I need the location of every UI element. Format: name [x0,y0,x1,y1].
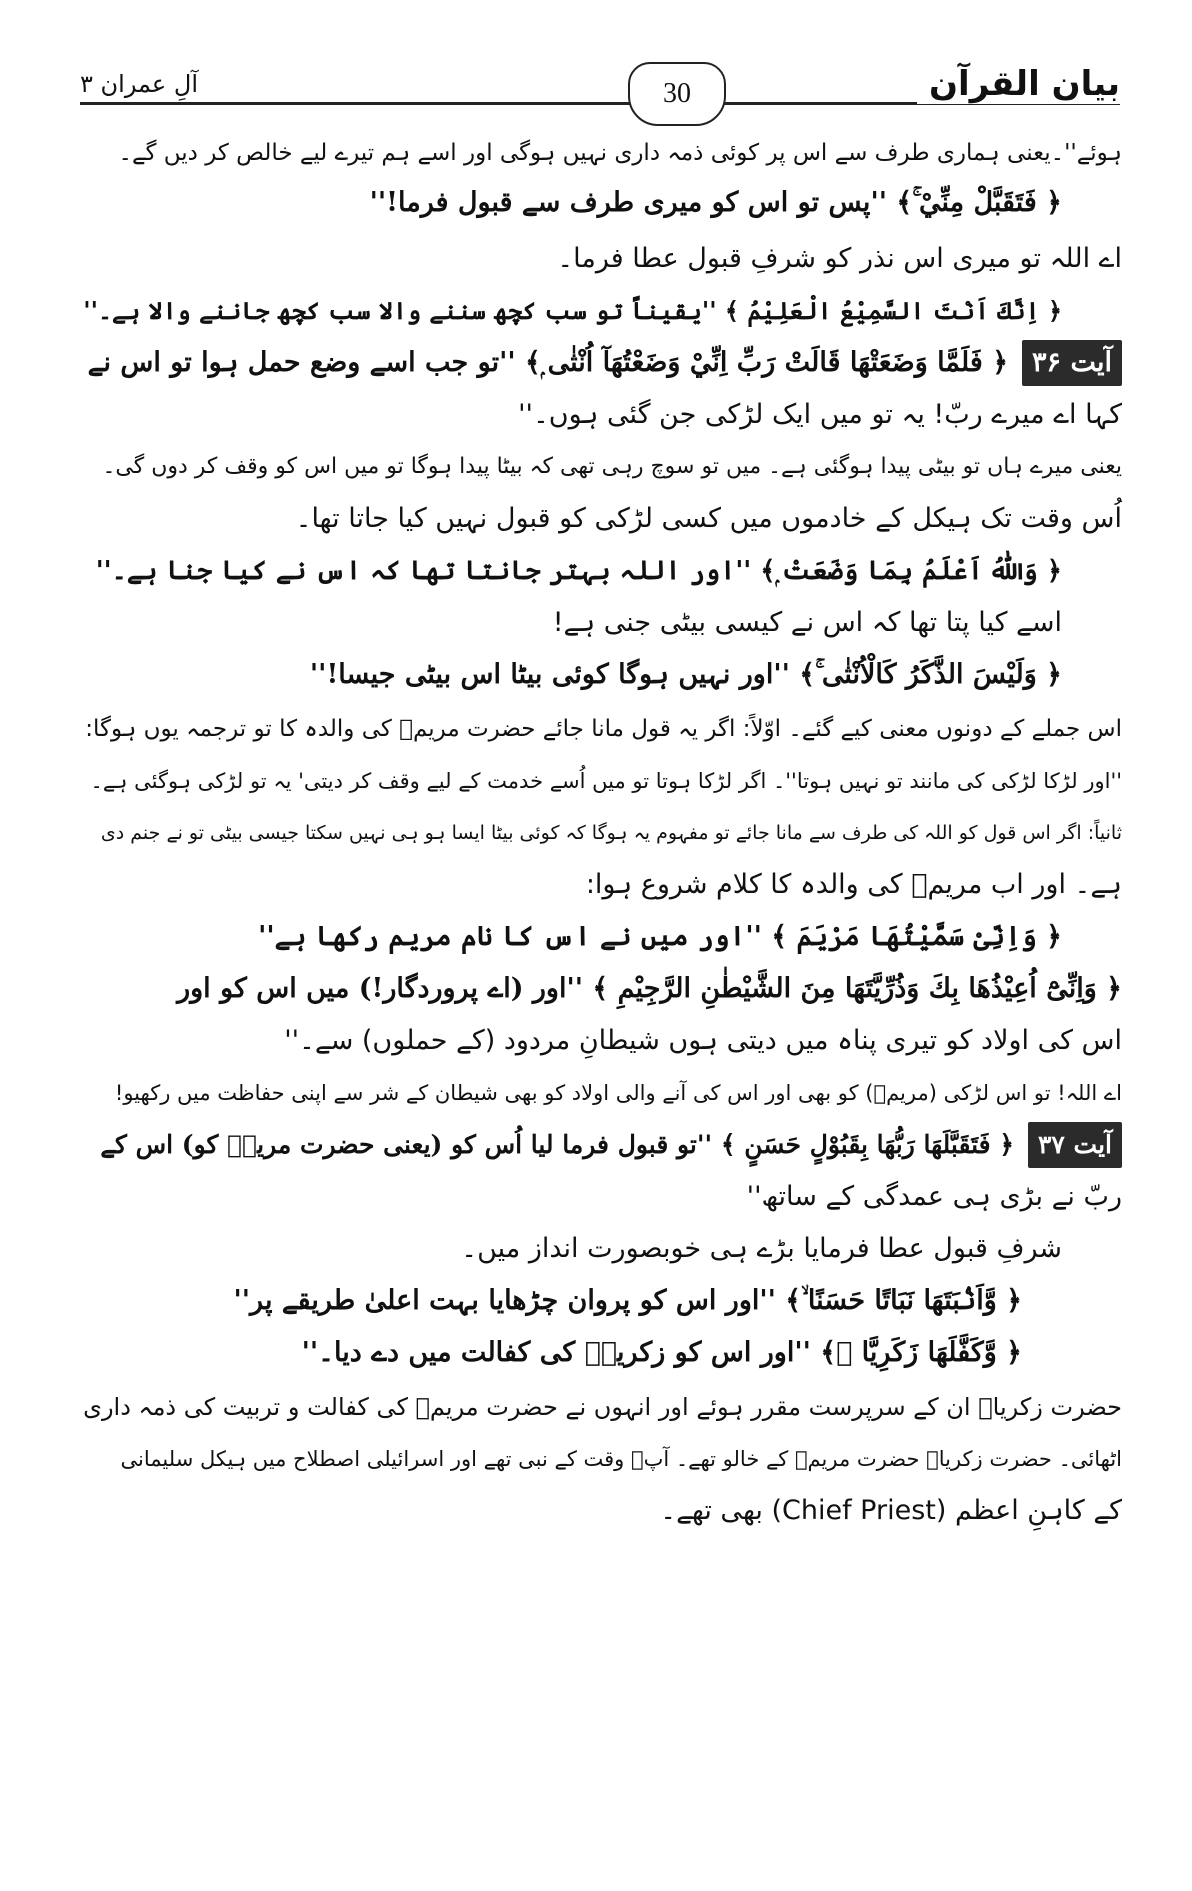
text-line: ''اور لڑکا لڑکی کی مانند تو نہیں ہوتا''۔ اگر لڑکا ہوتا تو میں اُسے خدمت کے لیے وقف کر دیتی' یہ تو لڑکی ہوگئی ہے۔ [90,769,1122,793]
surah-name: آلِ عمران ۳ [80,70,210,98]
ayah-37-badge: آیت ۳۷ [1028,1122,1122,1168]
text-line: حضرت زکریاؑ ان کے سرپرست مقرر ہوئے اور انہوں نے حضرت مریمؑ کی کفالت و تربیت کی ذمہ داری [83,1393,1122,1421]
verse-line-ayah-36 [82,340,1122,386]
text-line: کہا اے میرے ربّ! یہ تو میں ایک لڑکی جن گئی ہوں۔'' [518,399,1122,430]
book-title: بیان القرآن [917,64,1120,104]
verse-line: ﴿ وَاِنِّىْ سَمَّيْتُهَا مَرْيَمَ ﴾ ''اور میں نے اس کا نام مریم رکھا ہے'' [258,921,1062,952]
text-line: ربّ نے بڑی ہی عمدگی کے ساتھ'' [746,1181,1122,1212]
text-line: شرفِ قبول عطا فرمایا بڑے ہی خوبصورت انداز میں۔ [461,1233,1062,1264]
text-line: یعنی میرے ہاں تو بیٹی پیدا ہوگئی ہے۔ میں تو سوچ رہی تھی کہ بیٹا پیدا ہوگا تو میں اس کو وقف کر دوں گی۔ [102,454,1122,479]
verse-text: ﴿ فَتَقَبَّلَهَا رَبُّهَا بِقَبُوْلٍ حَسَنٍ ﴾ ''تو قبول فرما لیا اُس کو (یعنی حضرت مریمؑ کو) اس کے [100,1130,1014,1159]
page-header [80,62,1120,122]
text-line: اے اللہ! تو اس لڑکی (مریمؑ) کو بھی اور اس کی آنے والی اولاد کو بھی شیطان کے شر سے اپنی حفاظت میں رکھیو! [114,1081,1122,1105]
text-line: اٹھائی۔ حضرت زکریاؑ حضرت مریمؑ کے خالو تھے۔ آپؑ وقت کے نبی تھے اور اسرائیلی اصطلاح میں ہیکل سلیمانی [120,1447,1122,1471]
verse-line: ﴿ وَاِنِّىْٓ اُعِيْذُھَا بِكَ وَذُرِّيَّتَهَا مِنَ الشَّيْطٰنِ الرَّجِيْمِ ﴾ ''اور (اے پروردگار!) میں اس کو اور [177,973,1122,1004]
text-line: اے اللہ تو میری اس نذر کو شرفِ قبول عطا فرما۔ [557,243,1122,274]
text-line: اس کی اولاد کو تیری پناہ میں دیتی ہوں شیطانِ مردود (کے حملوں) سے۔'' [284,1025,1122,1056]
verse-line: ﴿ فَتَقَبَّلْ مِنِّيْ ۚ﴾ ''پس تو اس کو میری طرف سے قبول فرما!'' [369,187,1062,218]
ayah-36-badge: آیت ۳۶ [1022,340,1122,386]
text-line: ثانیاً: اگر اس قول کو اللہ کی طرف سے مانا جائے تو مفہوم یہ ہوگا کہ کوئی بیٹا ایسا ہو ہی نہیں سکتا جیسی بیٹی تو نے جنم دی [100,822,1122,844]
verse-line: ﴿ وَّكَفَّلَهَا زَكَرِيَّا ۭ﴾ ''اور اس کو زکریاؑ کی کفالت میں دے دیا۔'' [301,1337,1022,1368]
verse-text: ﴿ فَلَمَّا وَضَعَتْهَا قَالَتْ رَبِّ اِنِّيْ وَضَعْتُهَآ اُنْثٰى ۭ﴾ ''تو جب اسے وضع حمل ہوا تو اس نے [87,347,1009,378]
text-line: اُس وقت تک ہیکل کے خادموں میں کسی لڑکی کو قبول نہیں کیا جاتا تھا۔ [295,503,1122,534]
verse-line: ﴿ وَاللّٰهُ اَعْلَمُ بِمَا وَضَعَتْ ۭ﴾ ''اور اللہ بہتر جانتا تھا کہ اس نے کیا جنا ہے۔'' [95,556,1062,586]
verse-line-ayah-37 [82,1122,1122,1168]
text-line: اس جملے کے دونوں معنی کیے گئے۔ اوّلاً: اگر یہ قول مانا جائے حضرت مریمؑ کی والدہ کا تو ترجمہ یوں ہوگا: [85,716,1122,742]
text-line: ہوئے''۔یعنی ہماری طرف سے اس پر کوئی ذمہ داری نہیں ہوگی اور اسے ہم تیرے لیے خالص کر دیں گے۔ [118,140,1122,166]
page-number: 30 [628,62,726,126]
text-line: اسے کیا پتا تھا کہ اس نے کیسی بیٹی جنی ہے! [552,607,1062,638]
verse-line: ﴿ اِنَّكَ اَنْتَ السَّمِيْعُ الْعَلِيْمُ ﴾ ''یقیناً تو سب کچھ سننے والا سب کچھ جاننے والا ہے۔'' [83,296,1062,325]
text-line: کے کاہنِ اعظم (Chief Priest) بھی تھے۔ [660,1495,1122,1526]
verse-line: ﴿ وَّاَنْۢبَتَهَا نَبَاتًا حَسَنًا ۙ﴾ ''اور اس کو پروان چڑھایا بہت اعلیٰ طریقے پر'' [233,1285,1022,1316]
verse-line: ﴿ وَلَيْسَ الذَّكَرُ كَالْاُنْثٰى ۚ﴾ ''اور نہیں ہوگا کوئی بیٹا اس بیٹی جیسا!'' [309,659,1062,690]
text-line: ہے۔ اور اب مریمؑ کی والدہ کا کلام شروع ہوا: [585,869,1122,900]
